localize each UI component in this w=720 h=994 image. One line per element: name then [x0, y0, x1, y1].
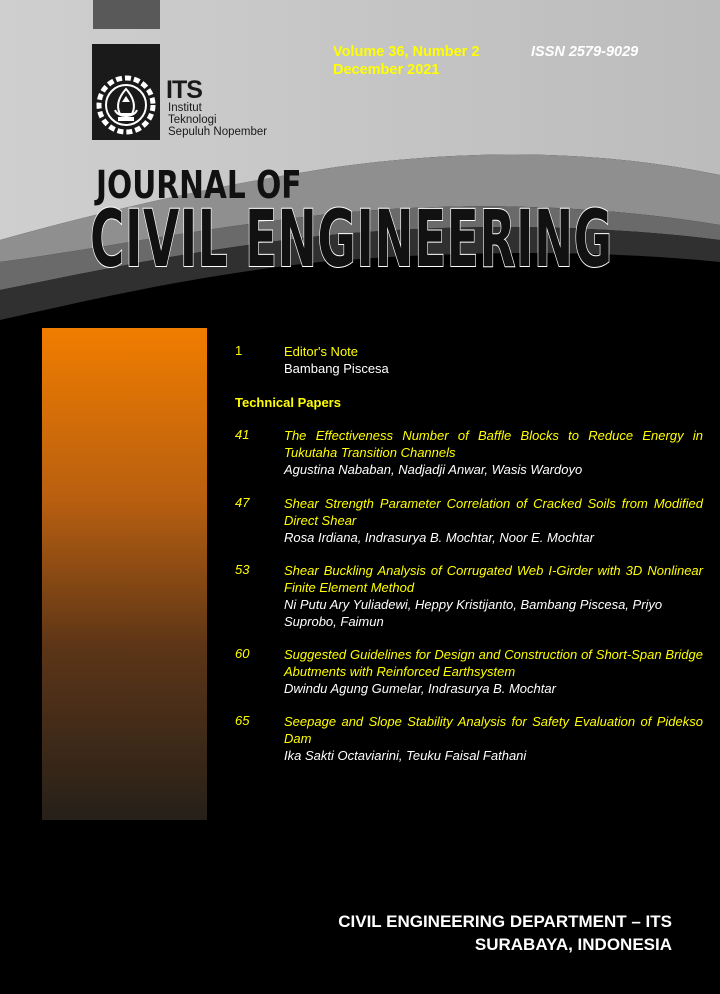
toc-entry [235, 427, 703, 478]
issue-info [333, 43, 479, 79]
page-number: 41 [235, 427, 250, 442]
orange-gradient-bar [42, 328, 207, 820]
top-accent-bar [93, 0, 160, 29]
page-number: 65 [235, 713, 250, 728]
paper-title: Seepage and Slope Stability Analysis for Safety Evaluation of Pidekso Dam [284, 714, 703, 746]
paper-authors: Agustina Nababan, Nadjadji Anwar, Wasis Wardoyo [284, 462, 583, 477]
page-number: 53 [235, 562, 250, 577]
title-line-1: JOURNAL OF [96, 163, 302, 207]
paper-authors: Dwindu Agung Gumelar, Indrasurya B. Mochtar [284, 681, 556, 696]
institution-line: Teknologi [168, 114, 217, 126]
issn: ISSN 2579-9029 [531, 44, 639, 60]
issue-date: December 2021 [333, 62, 440, 78]
volume-number: Volume 36, Number 2 [333, 44, 480, 60]
toc-entry [235, 713, 703, 764]
paper-title: Shear Buckling Analysis of Corrugated Web I-Girder with 3D Nonlinear Finite Element Method [284, 563, 703, 595]
paper-authors: Ika Sakti Octaviarini, Teuku Faisal Fathani [284, 748, 527, 763]
page-number: 47 [235, 495, 250, 510]
department-footer [338, 910, 672, 956]
department-name: CIVIL ENGINEERING DEPARTMENT – ITS [338, 912, 672, 931]
toc-entry-editor-note [235, 343, 703, 377]
its-wordmark: ITS [166, 76, 202, 104]
toc-entry [235, 562, 703, 630]
table-of-contents [235, 343, 703, 764]
toc-entry [235, 495, 703, 546]
paper-authors: Rosa Irdiana, Indrasurya B. Mochtar, Noor E. Mochtar [284, 530, 594, 545]
entry-author: Bambang Piscesa [284, 361, 389, 376]
paper-authors: Ni Putu Ary Yuliadewi, Heppy Kristijanto, Bambang Piscesa, Priyo Suprobo, Faimun [284, 597, 663, 629]
toc-entry [235, 646, 703, 697]
section-heading: Technical Papers [235, 395, 341, 410]
page-number: 1 [235, 343, 243, 358]
title-line-2: CIVIL ENGINEERING [90, 195, 613, 285]
paper-title: Suggested Guidelines for Design and Construction of Short-Span Bridge Abutments with Reinforced Earthsystem [284, 647, 703, 679]
paper-title: Shear Strength Parameter Correlation of Cracked Soils from Modified Direct Shear [284, 496, 703, 528]
page-number: 60 [235, 646, 250, 661]
department-location: SURABAYA, INDONESIA [474, 935, 672, 954]
its-emblem-icon [96, 74, 156, 136]
institution-line: Institut [168, 102, 202, 114]
institution-line: Sepuluh Nopember [168, 126, 268, 138]
entry-title: Editor's Note [284, 344, 359, 359]
paper-title: The Effectiveness Number of Baffle Blocks to Reduce Energy in Tukutaha Transition Channels [284, 428, 703, 460]
institution-name [168, 102, 267, 138]
